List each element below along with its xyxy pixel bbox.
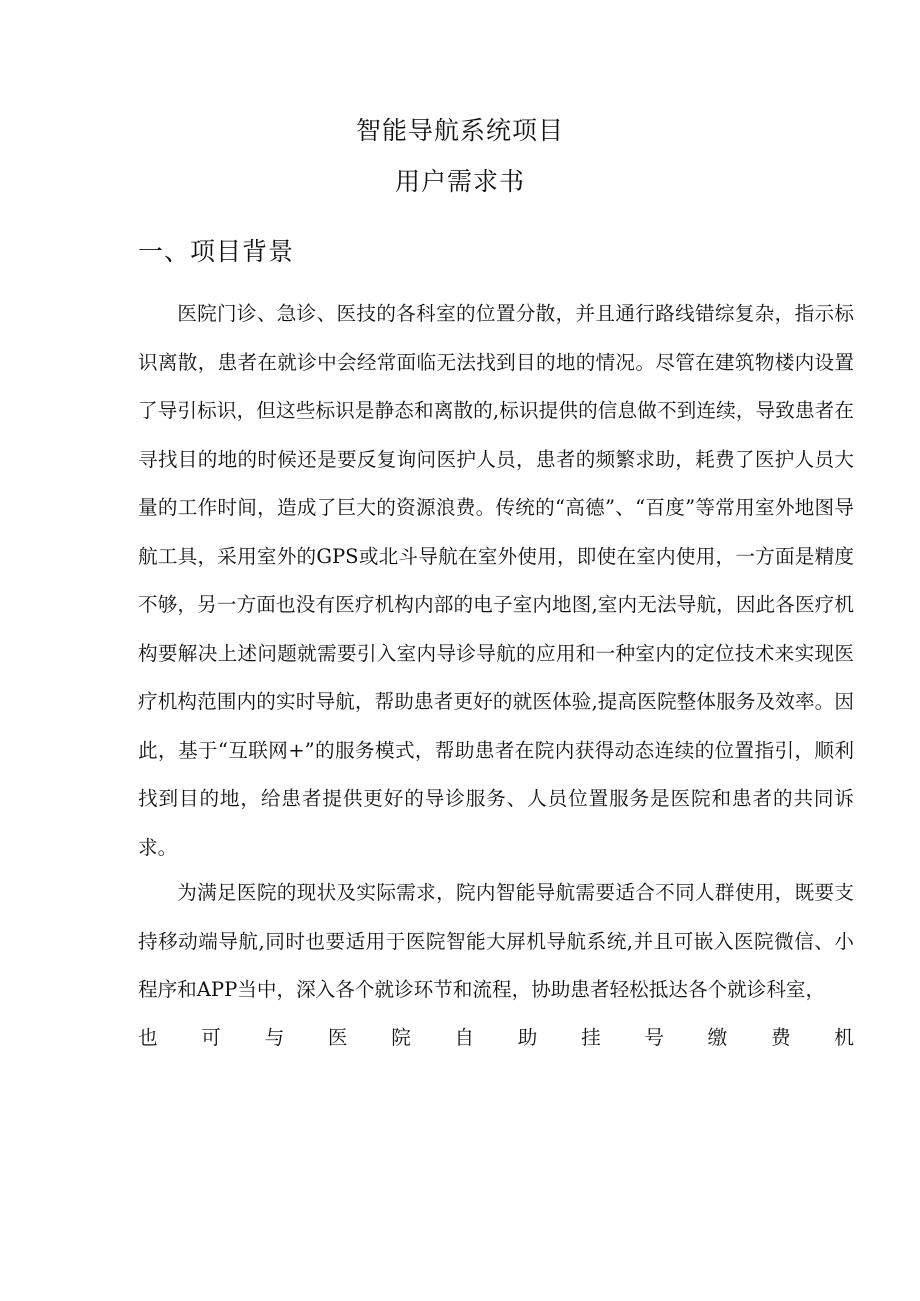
line-char: 助: [517, 1026, 538, 1049]
document-subtitle: 用户需求书: [394, 167, 525, 196]
line-char: 机: [834, 1026, 854, 1049]
line-char: 号: [644, 1026, 664, 1049]
line-char: 可: [201, 1026, 221, 1049]
line-char: 与: [264, 1026, 285, 1049]
document-title: 智能导航系统项目: [355, 116, 564, 145]
line-char: 费: [770, 1026, 791, 1049]
line-char: 院: [391, 1026, 411, 1049]
line-char: 自: [454, 1026, 475, 1049]
line-char: 医: [327, 1026, 348, 1049]
paragraph-requirements: 为满足医院的现状及实际需求，院内智能导航需要适合不同人群使用，既要支持移动端导航,同时也要适用于医院智能大屏机导航系统,并且可嵌入医院微信、小程序和APP当中，深入各个就诊环节和流程，协助患者轻松抵达各个就诊科室，: [138, 881, 854, 1001]
justified-last-line: [138, 1014, 854, 1063]
line-char: 也: [138, 1026, 158, 1049]
paragraph-background: 医院门诊、急诊、医技的各科室的位置分散，并且通行路线错综复杂，指示标识离散，患者在就诊中会经常面临无法找到目的地的情况。尽管在建筑物楼内设置了导引标识，但这些标识是静态和离散的,标识提供的信息做不到连续，导致患者在寻找目的地的时候还是要反复询问医护人员，患者的频繁求助，耗费了医护人员大量的工作时间，造成了巨大的资源浪费。传统的“高德”、“百度”等常用室外地图导航工具，采用室外的GPS或北斗导航在室外使用，即使在室内使用，一方面是精度不够，另一方面也没有医疗机构内部的电子室内地图,室内无法导航，因此各医疗机构要解决上述问题就需要引入室内导诊导航的应用和一种室内的定位技术来实现医疗机构范围内的实时导航，帮助患者更好的就医体验,提高医院整体服务及效率。因此，基于“互联网+”的服务模式，帮助患者在院内获得动态连续的位置指引，顺利找到目的地，给患者提供更好的导诊服务、人员位置服务是医院和患者的共同诉求。: [138, 302, 854, 859]
section-heading: 一、项目背景: [138, 237, 295, 266]
line-char: 挂: [581, 1026, 601, 1049]
line-char: 缴: [707, 1026, 728, 1049]
